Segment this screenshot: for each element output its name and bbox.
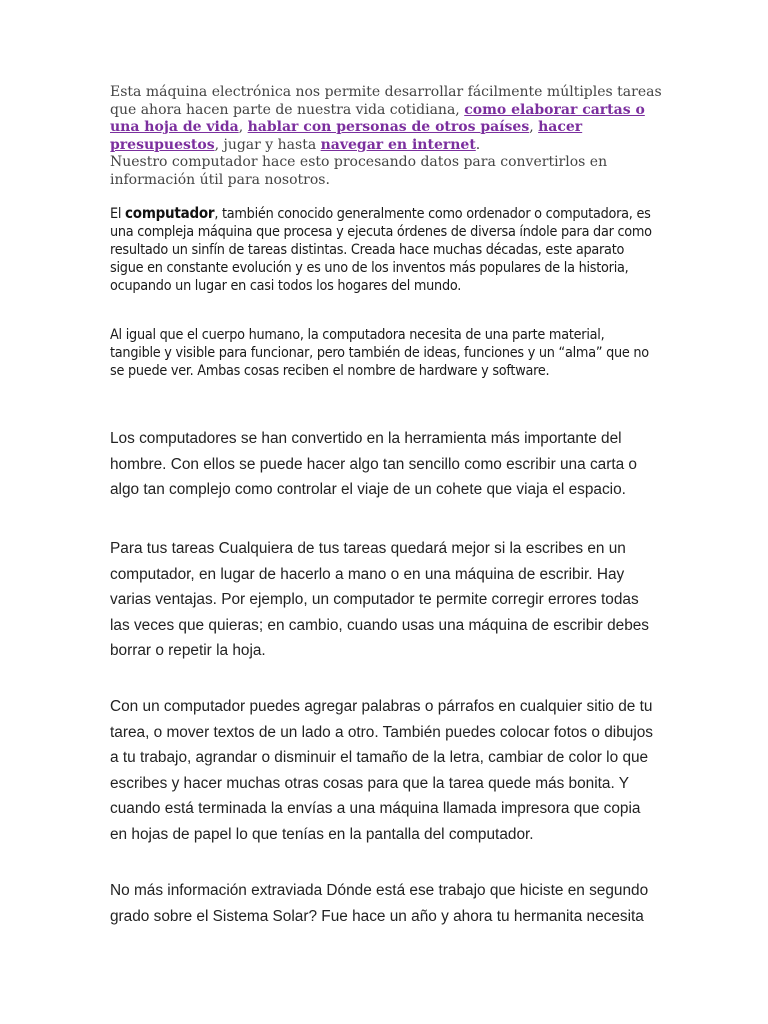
p2-bold-term: computador <box>125 204 215 222</box>
intro-text-b: , jugar y hasta <box>214 136 321 153</box>
intro-text-a: Esta máquina electrónica nos permite desarrollar fácilmente múltiples tareas que ahora hacen parte de nuestra vida cotidiana, <box>110 84 662 118</box>
link-cartas-hoja-de-vida[interactable]: como elaborar cartas o una hoja de vida <box>110 101 645 135</box>
link-presupuestos[interactable]: hacer presupuestos <box>110 119 583 153</box>
sep-1: , <box>238 119 248 135</box>
intro-paragraph <box>110 84 670 189</box>
intro-text-c: . <box>475 136 481 153</box>
informacion-paragraph: No más información extraviada Dónde está ese trabajo que hiciste en segundo grado sobre el Sistema Solar? Fue hace un año y ahora tu hermanita necesita <box>110 882 649 925</box>
link-navegar-internet[interactable]: navegar en internet <box>320 136 476 153</box>
link-hablar-personas[interactable]: hablar con personas de otros países <box>247 119 530 135</box>
p2-rest: , también conocido generalmente como ordenador o computadora, es una compleja máquina que procesa y ejecuta órdenes de diversa índole para dar como resultado un sinfín de tareas distintas. Creada hace muchas décadas, este aparato sigue en constante evolución y es uno de los inventos más populares de la historia, ocupando un lugar en casi todos los hogares del mundo. <box>110 206 652 294</box>
computador-definition-paragraph <box>110 204 658 295</box>
sep-2: , <box>529 119 539 135</box>
hardware-software-paragraph: Al igual que el cuerpo humano, la computadora necesita de una parte material, tangible y visible para funcionar, pero también de ideas, funciones y un “alma” que no se puede ver. Ambas cosas reciben el nombre de hardware y software. <box>110 327 649 379</box>
edicion-paragraph: Con un computador puedes agregar palabras o párrafos en cualquier sitio de tu tarea, o mover textos de un lado a otro. También puedes colocar fotos o dibujos a tu trabajo, agrandar o disminuir el tamaño de la letra, cambiar de color lo que escribes y hacer muchas otras cosas para que la tarea quede más bonita. Y cuando está terminada la envías a una máquina llamada impresora que copia en hojas de papel lo que tenías en la pantalla del computador. <box>110 698 653 843</box>
herramienta-paragraph: Los computadores se han convertido en la herramienta más importante del hombre. Con ellos se puede hacer algo tan sencillo como escribir una carta o algo tan complejo como controlar el viaje de un cohete que viaja el espacio. <box>110 430 637 498</box>
intro-line-1 <box>110 84 670 154</box>
p2-lead: El <box>110 206 126 222</box>
intro-line-2: Nuestro computador hace esto procesando datos para convertirlos en información útil para nosotros. <box>110 154 608 188</box>
tareas-paragraph: Para tus tareas Cualquiera de tus tareas quedará mejor si la escribes en un computador, en lugar de hacerlo a mano o en una máquina de escribir. Hay varias ventajas. Por ejemplo, un computador te permite corregir errores todas las veces que quieras; en cambio, cuando usas una máquina de escribir debes borrar o repetir la hoja. <box>110 540 650 659</box>
